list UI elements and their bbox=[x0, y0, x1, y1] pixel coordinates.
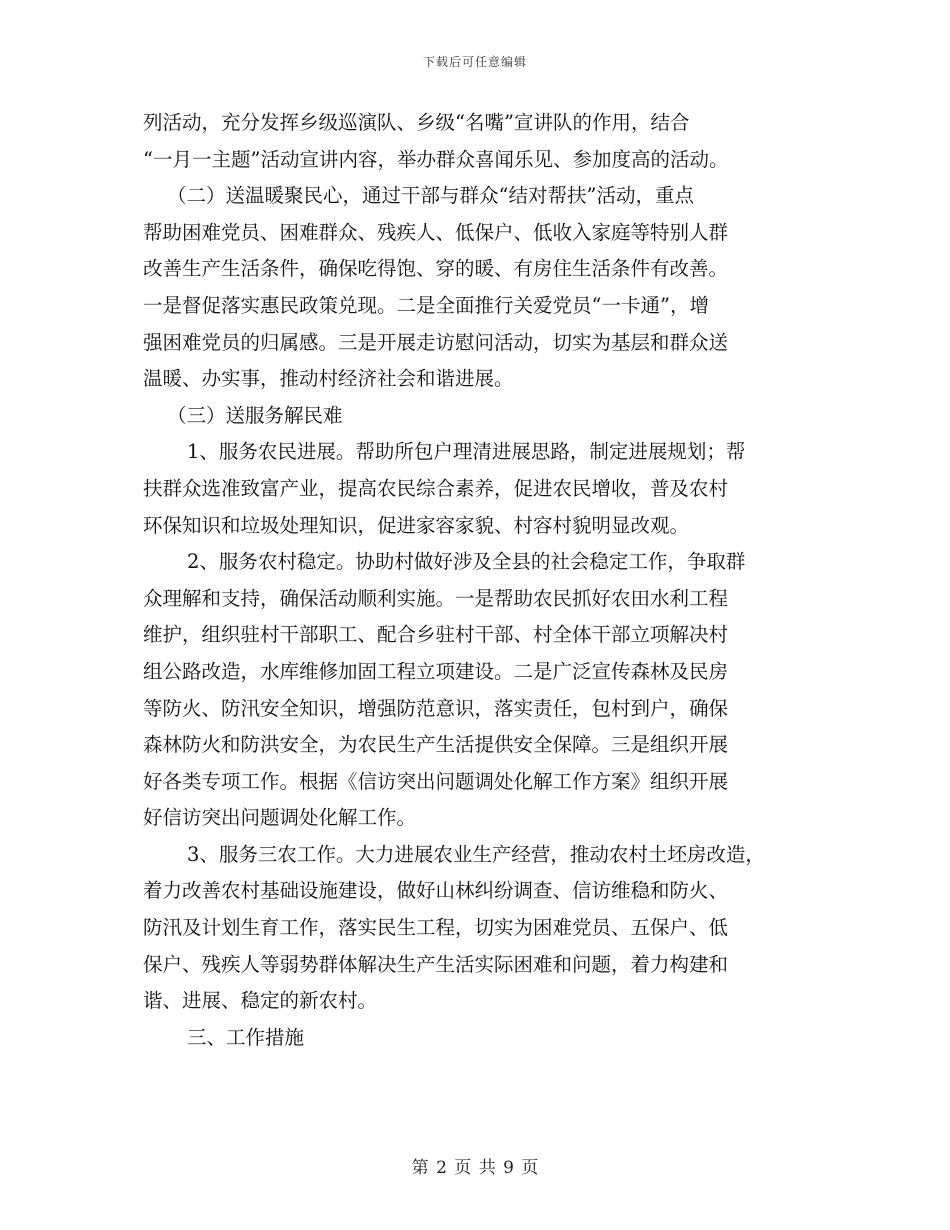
body-line: 组公路改造，水库维修加固工程立项建设。二是广泛宣传森林及民房 bbox=[143, 659, 729, 683]
body-line: “一月一主题”活动宣讲内容，举办群众喜闻乐见、参加度高的活动。 bbox=[143, 147, 729, 171]
body-line: 好各类专项工作。根据《信访突出问题调处化解工作方案》组织开展 bbox=[143, 769, 729, 793]
body-line: 一是督促落实惠民政策兑现。二是全面推行关爱党员“一卡通”，增 bbox=[143, 293, 709, 317]
body-line: 改善生产生活条件，确保吃得饱、穿的暖、有房住生活条件有改善。 bbox=[143, 257, 729, 281]
body-line: 防汛及计划生育工作，落实民生工程，切实为困难党员、五保户、低 bbox=[143, 916, 729, 940]
body-line: 谐、进展、稳定的新农村。 bbox=[143, 989, 378, 1013]
body-line: 众理解和支持，确保活动顺利实施。一是帮助农民抓好农田水利工程 bbox=[143, 586, 729, 610]
body-line: 强困难党员的归属感。三是开展走访慰问活动，切实为基层和群众送 bbox=[143, 330, 729, 354]
body-line: 2、服务农村稳定。协助村做好涉及全县的社会稳定工作，争取群 bbox=[187, 550, 746, 574]
body-line: （二）送温暖聚民心，通过干部与群众“结对帮扶”活动，重点 bbox=[167, 184, 694, 208]
body-line: 好信访突出问题调处化解工作。 bbox=[143, 806, 417, 830]
body-line: 温暖、办实事，推动村经济社会和谐进展。 bbox=[143, 367, 514, 391]
body-line: 保户、残疾人等弱势群体解决生产生活实际困难和问题，着力构建和 bbox=[143, 952, 729, 976]
body-line: 3、服务三农工作。大力进展农业生产经营，推动农村土坯房改造， bbox=[187, 842, 765, 866]
page-number: 第 2 页 共 9 页 bbox=[411, 1158, 539, 1178]
section-heading: （三）送服务解民难 bbox=[167, 403, 343, 427]
body-line: 扶群众选准致富产业，提高农民综合素养，促进农民增收，普及农村 bbox=[143, 476, 729, 500]
body-line: 等防火、防汛安全知识，增强防范意识，落实责任，包村到户，确保 bbox=[143, 696, 729, 720]
section-heading: 三、工作措施 bbox=[187, 1025, 305, 1049]
document-body bbox=[143, 105, 833, 1056]
header-note: 下载后可任意编辑 bbox=[422, 55, 527, 69]
body-line: 森林防火和防洪安全，为农民生产生活提供安全保障。三是组织开展 bbox=[143, 733, 729, 757]
body-line: 1、服务农民进展。帮助所包户理清进展思路，制定进展规划；帮 bbox=[187, 440, 746, 464]
body-line: 环保知识和垃圾处理知识，促进家容家貌、村容村貌明显改观。 bbox=[143, 513, 690, 537]
body-line: 帮助困难党员、困难群众、残疾人、低保户、低收入家庭等特别人群 bbox=[143, 220, 729, 244]
body-line: 维护，组织驻村干部职工、配合乡驻村干部、村全体干部立项解决村 bbox=[143, 623, 729, 647]
body-line: 列活动，充分发挥乡级巡演队、乡级“名嘴”宣讲队的作用，结合 bbox=[143, 111, 690, 134]
body-line: 着力改善农村基础设施建设，做好山林纠纷调查、信访维稳和防火、 bbox=[143, 879, 729, 903]
